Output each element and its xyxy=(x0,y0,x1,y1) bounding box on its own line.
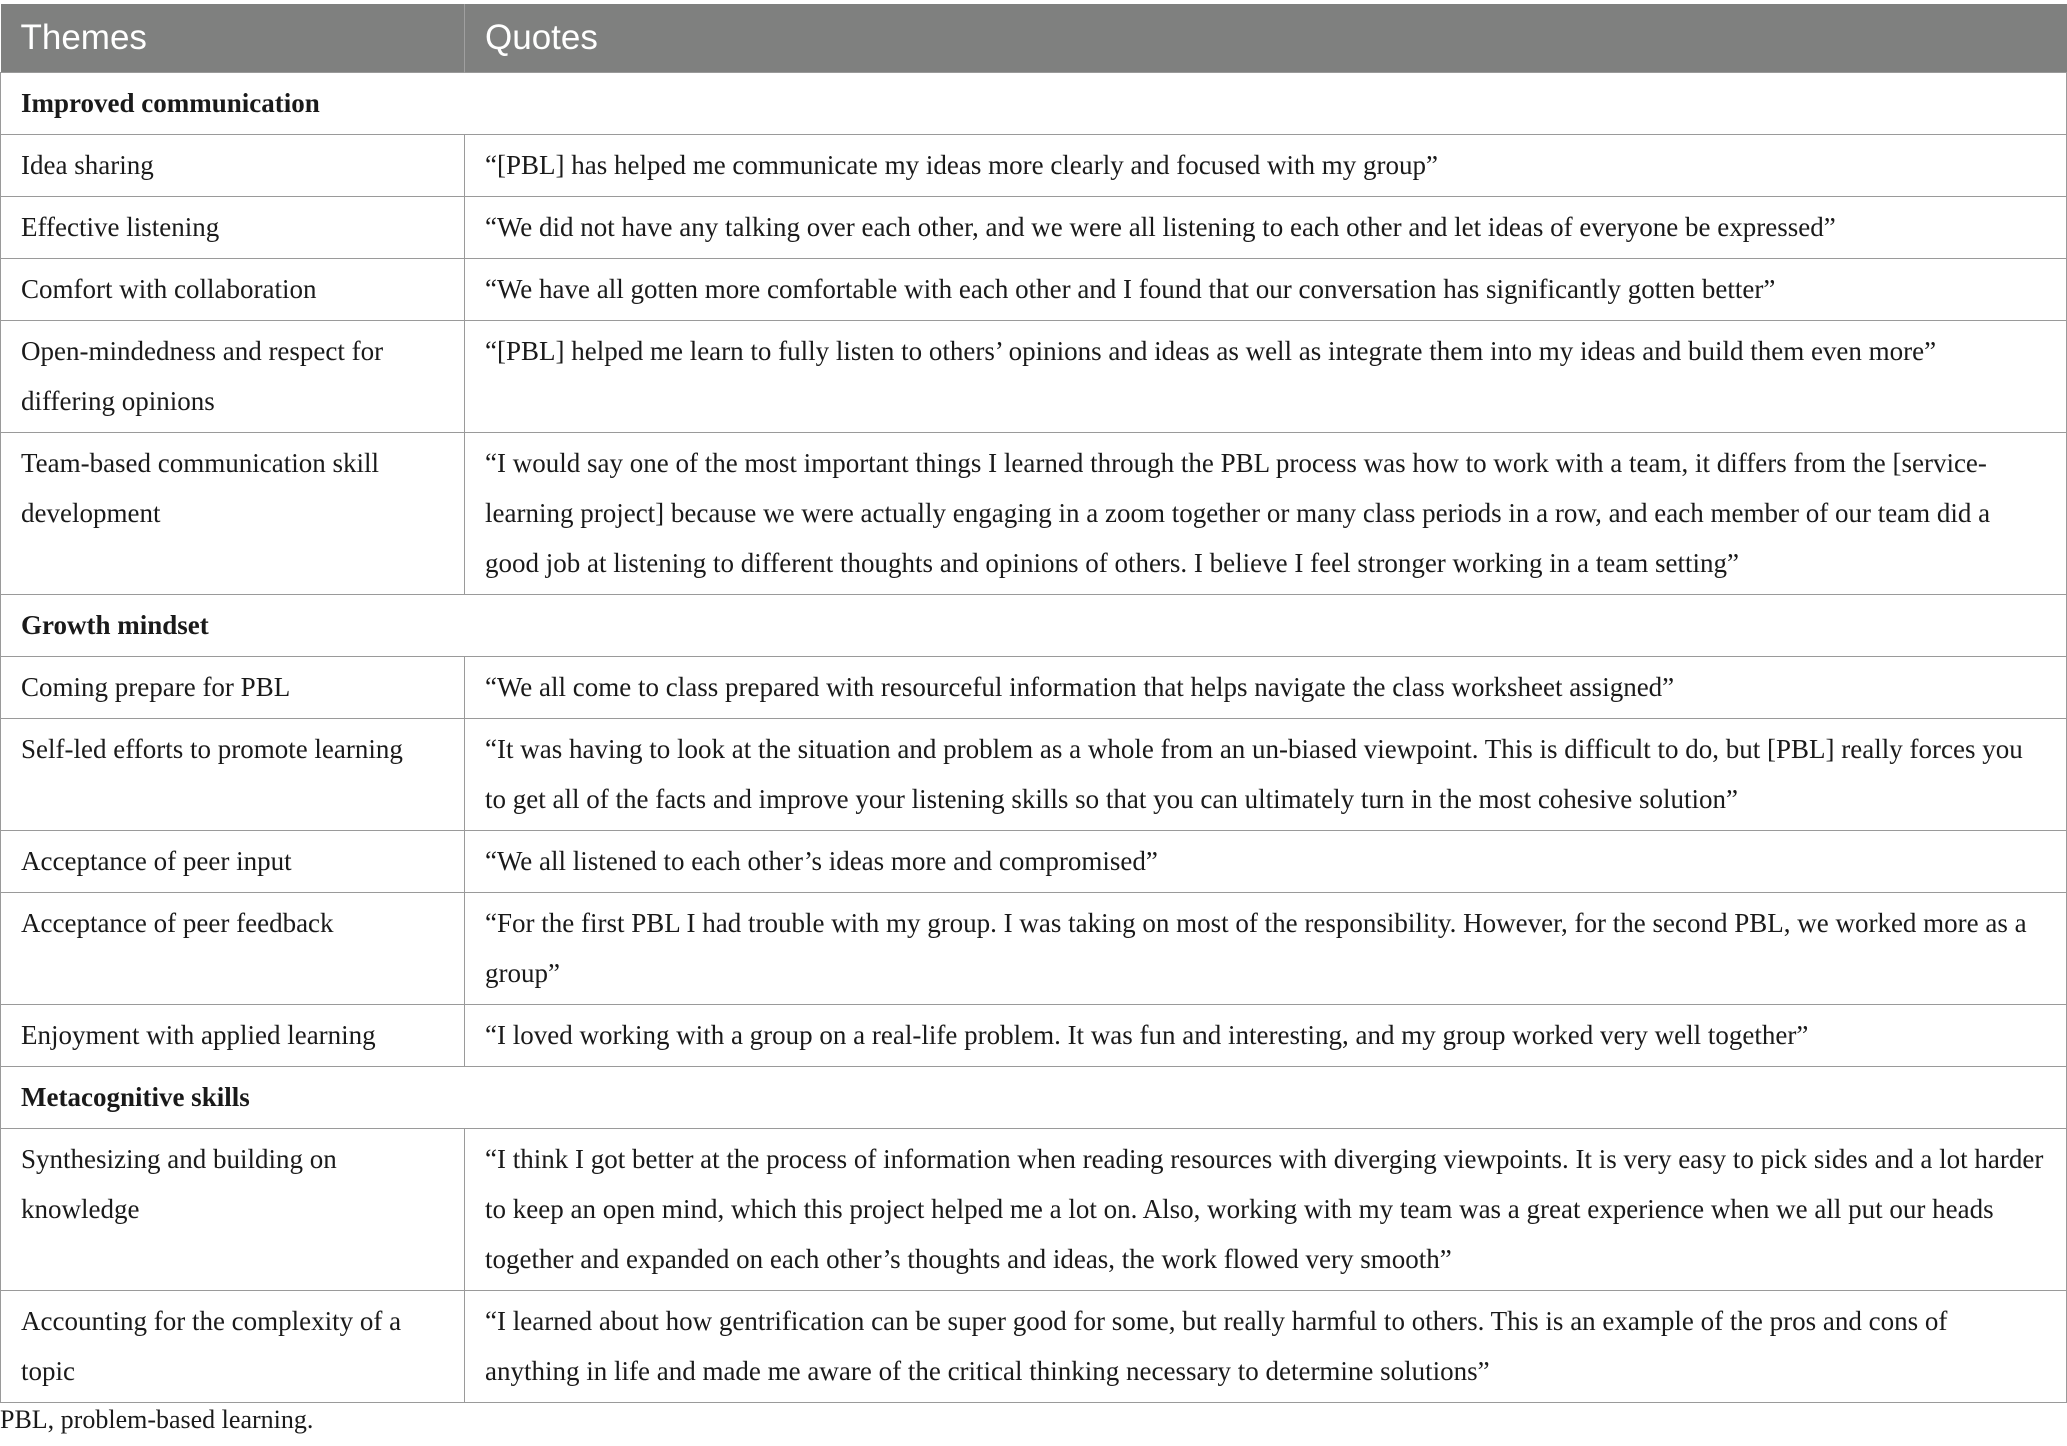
theme-cell: Acceptance of peer feedback xyxy=(1,893,465,1005)
theme-cell: Open-mindedness and respect for differing opinions xyxy=(1,321,465,433)
table-row xyxy=(1,1291,2067,1403)
themes-quotes-table-container xyxy=(0,4,2066,1403)
table-row xyxy=(1,197,2067,259)
table-row xyxy=(1,321,2067,433)
themes-quotes-table xyxy=(0,4,2067,1403)
table-footnote: PBL, problem-based learning. xyxy=(0,1405,314,1434)
table-row xyxy=(1,1129,2067,1291)
theme-cell: Self-led efforts to promote learning xyxy=(1,719,465,831)
section-title: Metacognitive skills xyxy=(1,1067,2067,1129)
quote-cell: “[PBL] helped me learn to fully listen to others’ opinions and ideas as well as integrate them into my ideas and build them even more” xyxy=(465,321,2067,433)
theme-cell: Accounting for the complexity of a topic xyxy=(1,1291,465,1403)
header-themes: Themes xyxy=(1,4,465,73)
table-row xyxy=(1,1005,2067,1067)
section-row-growth-mindset xyxy=(1,595,2067,657)
table-row xyxy=(1,135,2067,197)
table-header-row xyxy=(1,4,2067,73)
table-row xyxy=(1,259,2067,321)
table-row xyxy=(1,831,2067,893)
quote-cell: “For the first PBL I had trouble with my group. I was taking on most of the responsibility. However, for the second PBL, we worked more as a group” xyxy=(465,893,2067,1005)
table-row xyxy=(1,893,2067,1005)
section-title: Growth mindset xyxy=(1,595,2067,657)
table-row xyxy=(1,719,2067,831)
theme-cell: Team-based communication skill development xyxy=(1,433,465,595)
section-row-improved-communication xyxy=(1,73,2067,135)
theme-cell: Enjoyment with applied learning xyxy=(1,1005,465,1067)
quote-cell: “We did not have any talking over each other, and we were all listening to each other and let ideas of everyone be expressed” xyxy=(465,197,2067,259)
section-row-metacognitive-skills xyxy=(1,1067,2067,1129)
table-row xyxy=(1,433,2067,595)
theme-cell: Effective listening xyxy=(1,197,465,259)
quote-cell: “We all come to class prepared with resourceful information that helps navigate the class worksheet assigned” xyxy=(465,657,2067,719)
quote-cell: “It was having to look at the situation and problem as a whole from an un-biased viewpoint. This is difficult to do, but [PBL] really forces you to get all of the facts and improve your listening skills so that you can ultimately turn in the most cohesive solution” xyxy=(465,719,2067,831)
theme-cell: Coming prepare for PBL xyxy=(1,657,465,719)
quote-cell: “I learned about how gentrification can be super good for some, but really harmful to others. This is an example of the pros and cons of anything in life and made me aware of the critical thinking necessary to determine solutions” xyxy=(465,1291,2067,1403)
quote-cell: “We have all gotten more comfortable with each other and I found that our conversation has significantly gotten better” xyxy=(465,259,2067,321)
theme-cell: Acceptance of peer input xyxy=(1,831,465,893)
header-quotes: Quotes xyxy=(465,4,2067,73)
quote-cell: “[PBL] has helped me communicate my ideas more clearly and focused with my group” xyxy=(465,135,2067,197)
quote-cell: “I think I got better at the process of information when reading resources with diverging viewpoints. It is very easy to pick sides and a lot harder to keep an open mind, which this project helped me a lot on. Also, working with my team was a great experience when we all put our heads together and expanded on each other’s thoughts and ideas, the work flowed very smooth” xyxy=(465,1129,2067,1291)
theme-cell: Comfort with collaboration xyxy=(1,259,465,321)
theme-cell: Synthesizing and building on knowledge xyxy=(1,1129,465,1291)
quote-cell: “I would say one of the most important things I learned through the PBL process was how to work with a team, it differs from the [service-learning project] because we were actually engaging in a zoom together or many class periods in a row, and each member of our team did a good job at listening to different thoughts and opinions of others. I believe I feel stronger working in a team setting” xyxy=(465,433,2067,595)
table-row xyxy=(1,657,2067,719)
quote-cell: “We all listened to each other’s ideas more and compromised” xyxy=(465,831,2067,893)
quote-cell: “I loved working with a group on a real-life problem. It was fun and interesting, and my group worked very well together” xyxy=(465,1005,2067,1067)
section-title: Improved communication xyxy=(1,73,2067,135)
theme-cell: Idea sharing xyxy=(1,135,465,197)
